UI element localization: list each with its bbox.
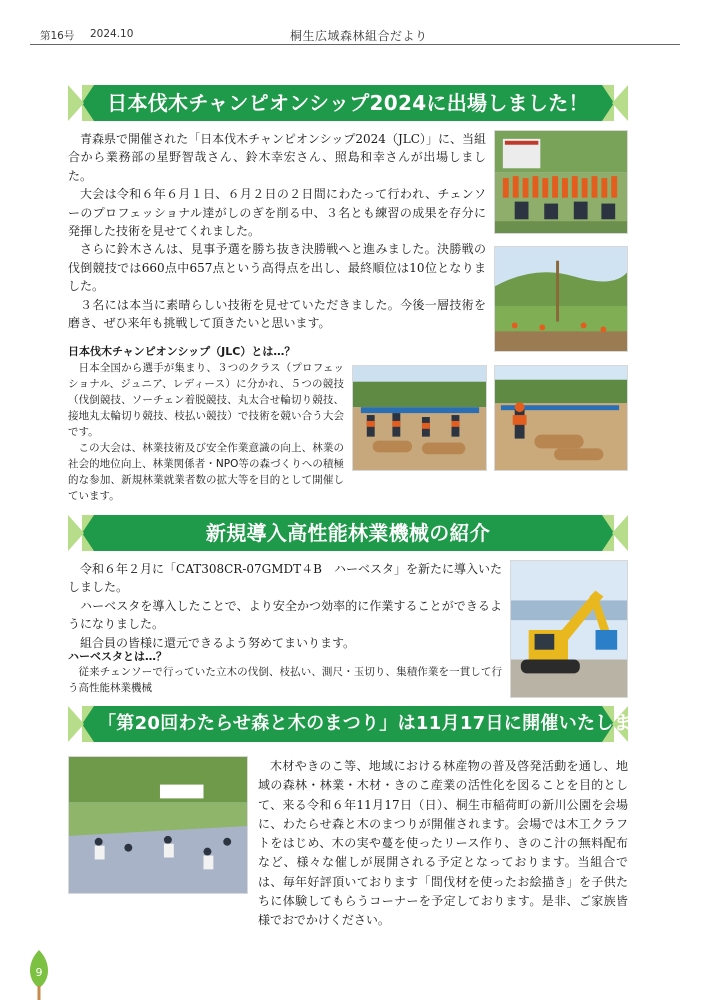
photo-felling-field xyxy=(494,246,628,352)
section2-title: 新規導入高性能林業機械の紹介 xyxy=(205,521,491,545)
section3-paragraph: 木材やきのこ等、地域における林産物の普及啓発活動を通し、地域の森林・林業・木材・きのこ産業の活性化を図ることを目的として、来る令和６年11月17日（日）、桐生市稲荷町の新川公園を会場に、わたらせ森と木のまつりが開催されます。会場では木工クラフトをはじめ、木の実や蔓を使ったリース作り、きのこ汁の無料配布など、様々な催しが展開される予定となっております。当組合では、毎年好評頂いております「間伐材を使ったお絵描き」を子供たちに体験してもらうコーナーを予定しております。是非、ご家族皆様でおでかけください。 xyxy=(258,759,628,928)
page-number: 9 xyxy=(35,966,43,979)
section2-body xyxy=(68,560,502,652)
header-divider xyxy=(30,44,680,45)
section1-paragraph: ３名には本当に素晴らしい技術を見せていただきました。今後一層技術を磨き、ぜひ来年も挑戦して頂きたいと思います。 xyxy=(68,297,486,331)
section2-banner xyxy=(68,515,628,551)
page-header xyxy=(0,0,707,46)
section2-paragraph: ハーベスタを導入したことで、より安全かつ効率的に作業することができるようになりました。 xyxy=(68,598,502,632)
harvester-paragraph: 従来チェンソーで行っていた立木の伐倒、枝払い、測尺・玉切り、集積作業を一貫して行う高性能林業機械 xyxy=(68,666,502,694)
harvester-description xyxy=(68,664,502,696)
photo-competitor-chainsaw xyxy=(494,365,628,471)
jlc-description xyxy=(68,360,344,504)
section3-banner xyxy=(68,706,651,742)
section1-body xyxy=(68,130,486,332)
section1-paragraph: さらに鈴木さんは、見事予選を勝ち抜き決勝戦へと進みました。決勝戦の伐倒競技では660点中657点という高得点を出し、最終順位は10位となりました。 xyxy=(68,242,486,294)
section1-banner xyxy=(68,85,628,121)
section3-body xyxy=(258,757,628,931)
jlc-paragraph: 日本全国から選手が集まり、３つのクラス（プロフェッショナル、ジュニア、レディース）に分かれ、５つの競技（伐倒競技、ソーチェン着脱競技、丸太合せ輪切り競技、接地丸太輪切り競技、枝払い競技）で技術を競い合う大会です。 xyxy=(68,362,344,438)
photo-harvester-machine xyxy=(510,560,628,698)
photo-festival-crowd xyxy=(68,756,248,894)
section2-paragraph: 令和６年２月に「CAT308CR-07GMDT４B ハーベスタ」を新たに導入いたしました。 xyxy=(68,562,502,595)
section3-title: 「第20回わたらせ森と木のまつり」は11月17日に開催いたします xyxy=(98,713,651,734)
jlc-paragraph: この大会は、林業技術及び安全作業意識の向上、林業の社会的地位向上、林業関係者・NPO等の森づくりへの積極的な参加、新規林業就業者数の拡大等を目的として開催しています。 xyxy=(68,442,344,502)
section1-paragraph: 大会は令和６年６月１日、６月２日の２日間にわたって行われ、チェンソーのプロフェッショナル達がしのぎを削る中、３名とも練習の成果を存分に発揮した技術を見せてくれました。 xyxy=(68,187,486,239)
section1-paragraph: 青森県で開催された「日本伐木チャンピオンシップ2024（JLC）」に、当組合から業務部の星野智哉さん、鈴木幸宏さん、照島和幸さんが出場しました。 xyxy=(68,132,486,183)
photo-award-ceremony xyxy=(494,130,628,234)
harvester-subheading: ハーベスタとは…？ xyxy=(68,650,167,663)
photo-crosscut-event xyxy=(352,365,487,471)
newsletter-title: 桐生広域森林組合だより xyxy=(290,29,428,43)
section2-paragraph: 組合員の皆様に還元できるよう努めてまいります。 xyxy=(80,635,356,650)
section1-title: 日本伐木チャンピオンシップ2024に出場しました！ xyxy=(107,91,589,115)
issue-date: 2024.10 xyxy=(90,28,134,40)
issue-number: 第16号 xyxy=(40,30,75,42)
jlc-subheading: 日本伐木チャンピオンシップ（JLC）とは…？ xyxy=(68,345,296,358)
